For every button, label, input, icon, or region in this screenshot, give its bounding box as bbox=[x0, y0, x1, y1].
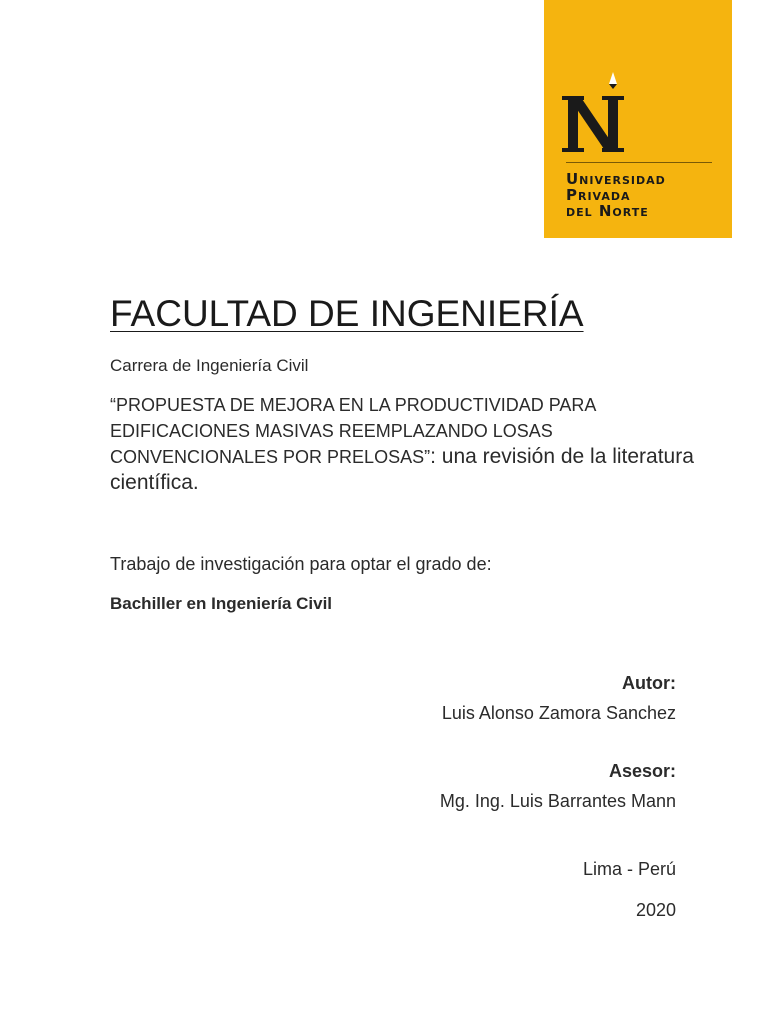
logo-line-3: del Norte bbox=[566, 202, 649, 220]
degree-name: Bachiller en Ingeniería Civil bbox=[110, 594, 333, 613]
logo-wordmark bbox=[566, 171, 666, 219]
year: 2020 bbox=[635, 900, 676, 920]
author-label: Autor: bbox=[622, 673, 676, 693]
location: Lima - Perú bbox=[582, 859, 676, 879]
degree-intro: Trabajo de investigación para optar el grado de: bbox=[110, 554, 492, 574]
author-name: Luis Alonso Zamora Sanchez bbox=[441, 703, 676, 723]
career-name: Carrera de Ingeniería Civil bbox=[110, 356, 309, 375]
faculty-heading: FACULTAD DE INGENIERÍA bbox=[110, 293, 584, 334]
thesis-main-title: “PROPUESTA DE MEJORA EN LA PRODUCTIVIDAD PARA EDIFICACIONES MASIVAS REEMPLAZANDO LOSAS CONVENCIONALES POR PRELOSAS” bbox=[110, 395, 596, 467]
logo-line-2: Privada bbox=[566, 186, 631, 204]
advisor-label: Asesor: bbox=[608, 761, 676, 781]
thesis-title bbox=[110, 392, 710, 496]
university-logo bbox=[544, 0, 732, 238]
thesis-subtitle: : una revisión de la literatura científica. bbox=[110, 445, 694, 494]
logo-line-1: Universidad bbox=[566, 170, 666, 188]
advisor-name: Mg. Ing. Luis Barrantes Mann bbox=[439, 791, 676, 811]
